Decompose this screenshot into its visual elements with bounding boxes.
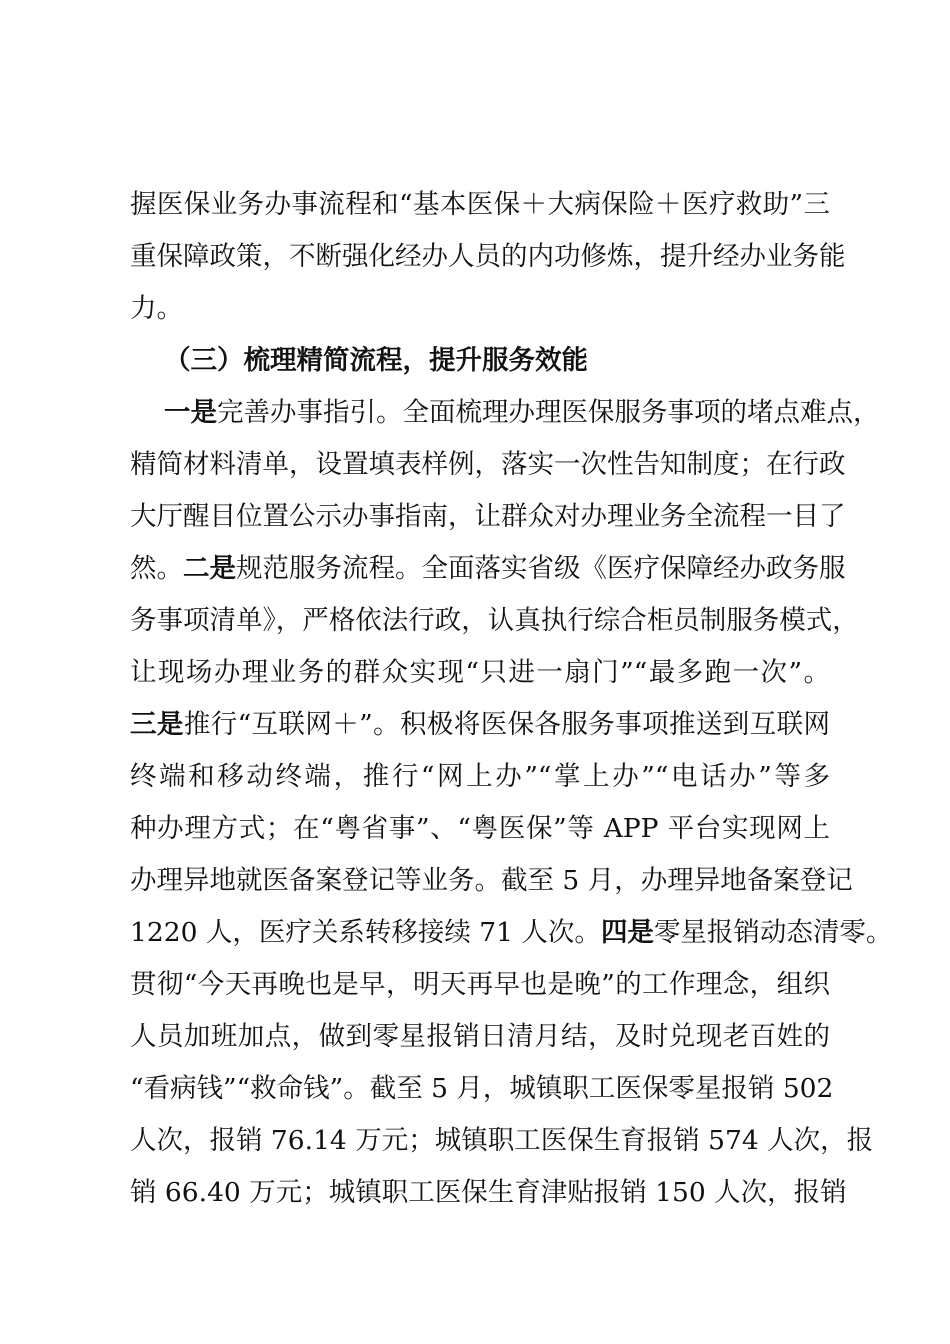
paragraph-line: 精简材料清单，设置填表样例，落实一次性告知制度；在行政 [130, 449, 846, 480]
item-marker: 四是 [600, 917, 654, 948]
item-marker: 二是 [183, 553, 236, 584]
section-heading: （三）梳理精简流程，提升服务效能 [164, 345, 588, 376]
item-marker: 一是 [164, 397, 217, 428]
item-text: 完善办事指引。全面梳理办理医保服务事项的堵点难点， [217, 397, 880, 428]
paragraph-line: 务事项清单》，严格依法行政，认真执行综合柜员制服务模式， [130, 605, 859, 636]
item-text: 零星报销动态清零。 [653, 917, 893, 948]
paragraph-line: 重保障政策，不断强化经办人员的内功修炼，提升经办业务能 [130, 241, 846, 272]
paragraph-line: 种办理方式；在“粤省事”、“粤医保”等 APP 平台实现网上 [130, 813, 830, 844]
paragraph-line [130, 549, 846, 589]
item-text: 然。 [130, 553, 183, 584]
paragraph-line: 人员加班加点，做到零星报销日清月结，及时兑现老百姓的 [130, 1021, 830, 1052]
item-text: 1220 人，医疗关系转移接续 71 人次。 [130, 917, 601, 948]
paragraph-line: 握医保业务办事流程和“基本医保＋大病保险＋医疗救助”三 [130, 189, 830, 220]
paragraph-line: 贯彻“今天再晚也是早，明天再早也是晚”的工作理念，组织 [130, 969, 830, 1000]
paragraph-line: 人次，报销 76.14 万元；城镇职工医保生育报销 574 人次，报 [130, 1125, 874, 1156]
paragraph-line: 力。 [130, 293, 183, 324]
item-text: 推行“互联网＋”。积极将医保各服务事项推送到互联网 [183, 709, 830, 740]
paragraph-line: 让现场办理业务的群众实现“只进一扇门”“最多跑一次”。 [130, 657, 830, 688]
paragraph-line: 大厅醒目位置公示办事指南，让群众对办理业务全流程一目了 [130, 501, 846, 532]
paragraph-line: “看病钱”“救命钱”。截至 5 月，城镇职工医保零星报销 502 [130, 1073, 834, 1104]
item-marker: 三是 [130, 709, 184, 740]
paragraph-line [164, 393, 880, 433]
paragraph-line [130, 913, 893, 953]
paragraph-line: 终端和移动终端，推行“网上办”“掌上办”“电话办”等多 [130, 761, 830, 792]
paragraph-line [130, 705, 830, 745]
paragraph-line: 销 66.40 万元；城镇职工医保生育津贴报销 150 人次，报销 [130, 1177, 847, 1208]
paragraph-line: 办理异地就医备案登记等业务。截至 5 月，办理异地备案登记 [130, 865, 853, 896]
item-text: 规范服务流程。全面落实省级《医疗保障经办政务服 [236, 553, 846, 584]
